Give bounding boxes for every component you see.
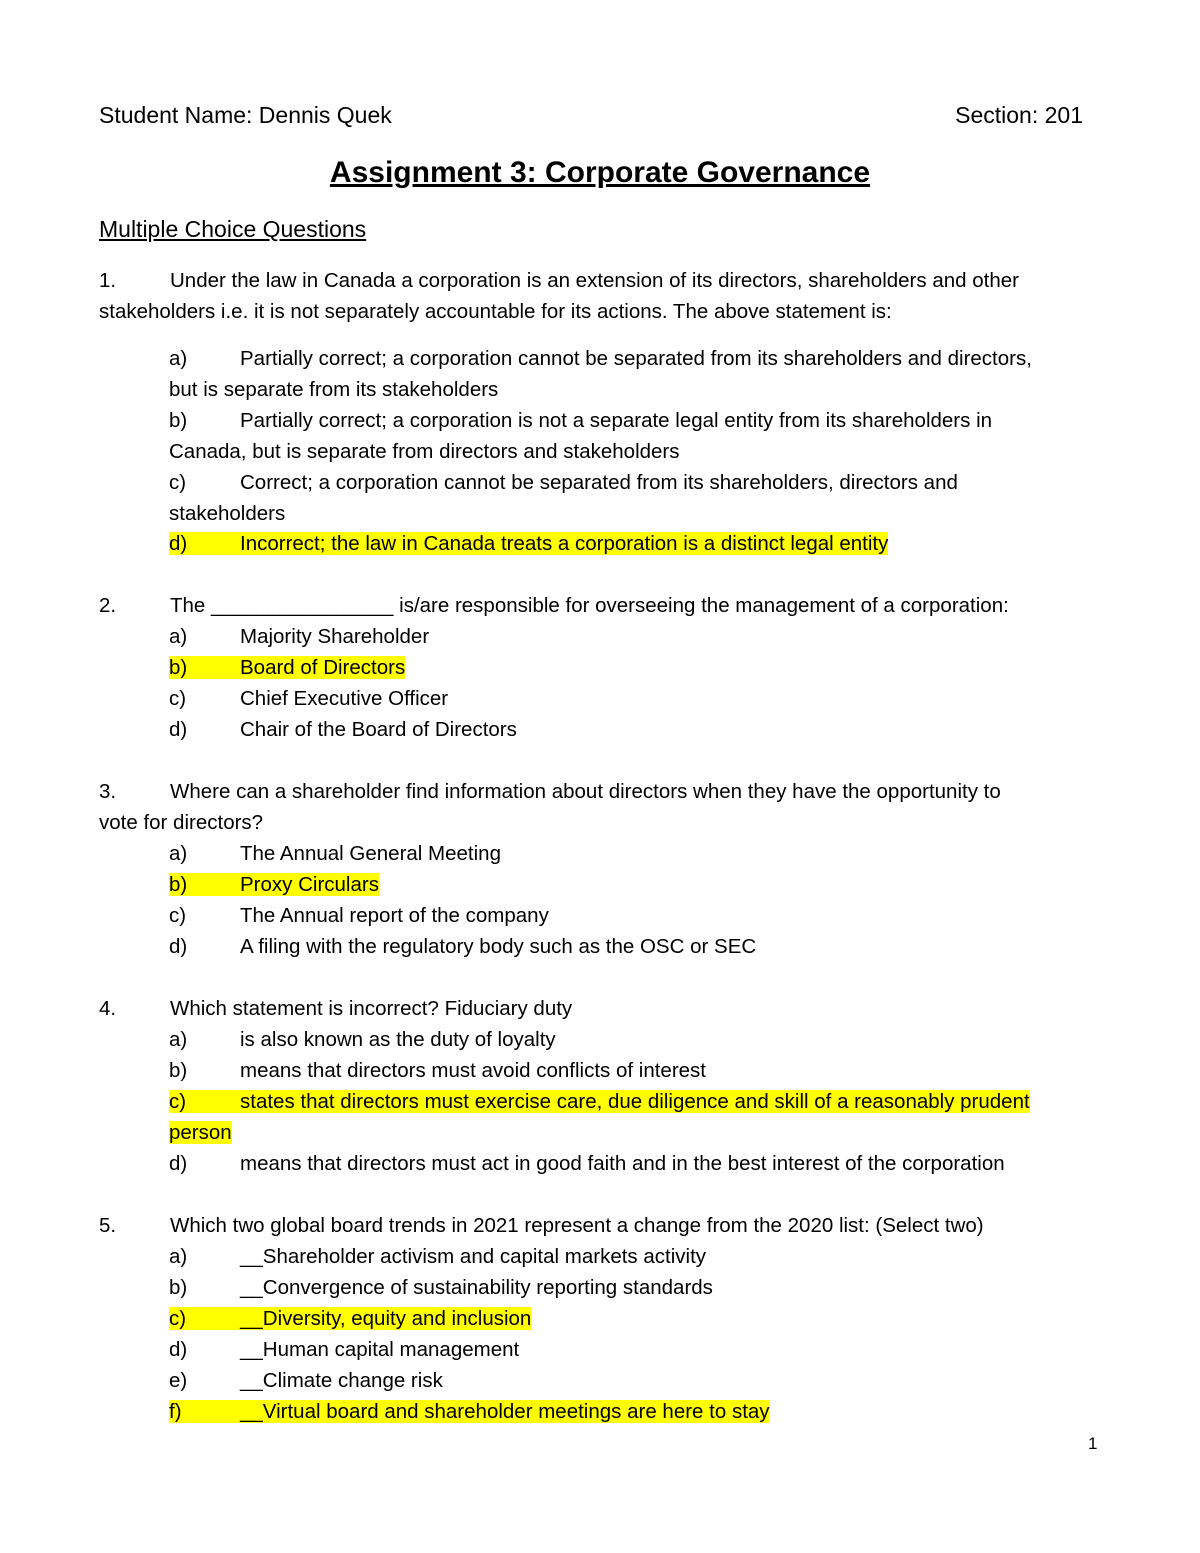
option-text: means that directors must act in good faith and in the best interest of the corporation [240,1152,1005,1175]
option-1c [169,467,1084,529]
option-1b [169,405,1084,467]
option-letter: b) [169,1276,188,1299]
option-5b [169,1272,1084,1303]
question-3 [99,776,1084,838]
option-text: __Virtual board and shareholder meetings are here to stay [240,1400,770,1423]
option-5f-highlighted [169,1396,1084,1427]
option-text: Proxy Circulars [240,873,379,896]
option-text: __Climate change risk [240,1369,443,1392]
option-text: states that directors must exercise care, due diligence and skill of a reasonably prudent [240,1090,1030,1113]
option-5e [169,1365,1084,1396]
question-number: 3. [99,780,117,803]
option-text: Chair of the Board of Directors [240,718,517,741]
option-text: The Annual General Meeting [240,842,501,865]
question-text-continued: stakeholders i.e. it is not separately accountable for its actions. The above statement is: [99,300,892,323]
question-text-continued: vote for directors? [99,811,264,834]
option-text: is also known as the duty of loyalty [240,1028,556,1051]
option-3d [169,931,1084,962]
option-text-continued: Canada, but is separate from directors and stakeholders [169,440,680,463]
option-text: Partially correct; a corporation is not a separate legal entity from its shareholders in [240,409,993,432]
option-2b-highlighted [169,652,1084,683]
option-text-continued: stakeholders [169,502,286,525]
option-2a [169,621,1084,652]
option-text: __Shareholder activism and capital markets activity [240,1245,707,1268]
option-5d [169,1334,1084,1365]
option-letter: b) [169,873,188,896]
section-number: Section: 201 [955,102,1083,128]
option-4d [169,1148,1084,1179]
option-3a [169,838,1084,869]
option-letter: a) [169,1028,188,1051]
option-text: Majority Shareholder [240,625,430,648]
option-letter: c) [169,904,187,927]
option-1a [169,343,1084,405]
question-4 [99,993,1084,1024]
option-3c [169,900,1084,931]
option-text: Incorrect; the law in Canada treats a corporation is a distinct legal entity [240,532,889,555]
option-letter: b) [169,409,188,432]
question-number: 1. [99,269,117,292]
option-text-continued: but is separate from its stakeholders [169,378,499,401]
answer-highlight [169,1400,770,1423]
option-letter: c) [169,687,187,710]
question-number: 5. [99,1214,117,1237]
option-letter: b) [169,656,188,679]
option-letter: f) [169,1400,182,1423]
option-text: __Diversity, equity and inclusion [240,1307,532,1330]
option-1d-highlighted [169,528,1084,559]
question-text: Where can a shareholder find information about directors when they have the opportunity to [170,780,1001,803]
question-number: 2. [99,594,117,617]
option-letter: c) [169,1307,187,1330]
answer-highlight [169,532,888,555]
option-text: __Human capital management [240,1338,520,1361]
option-letter: d) [169,935,188,958]
option-letter: a) [169,625,188,648]
option-2c [169,683,1084,714]
page-number: 1 [1088,1434,1098,1453]
option-letter: a) [169,1245,188,1268]
answer-highlight [169,1307,531,1330]
option-text: Partially correct; a corporation cannot be separated from its shareholders and directors, [240,347,1032,370]
student-name: Student Name: Dennis Quek [99,102,392,128]
option-letter: b) [169,1059,188,1082]
option-4a [169,1024,1084,1055]
option-letter: d) [169,1338,188,1361]
question-text: The ________________ is/are responsible for overseeing the management of a corporation: [170,594,1009,617]
question-5 [99,1210,1084,1241]
option-4b [169,1055,1084,1086]
option-text: __Convergence of sustainability reporting standards [240,1276,713,1299]
option-text: The Annual report of the company [240,904,549,927]
option-5a [169,1241,1084,1272]
header-row [99,102,1083,134]
option-4c-highlighted [169,1086,1084,1148]
answer-highlight [169,1090,1030,1113]
option-text: means that directors must avoid conflicts of interest [240,1059,707,1082]
answer-highlight [169,656,405,679]
option-5c-highlighted [169,1303,1084,1334]
question-text: Which statement is incorrect? Fiduciary duty [170,997,573,1020]
answer-highlight [169,873,379,896]
option-letter: a) [169,842,188,865]
option-letter: e) [169,1369,188,1392]
option-text: A filing with the regulatory body such as the OSC or SEC [240,935,757,958]
option-text: Chief Executive Officer [240,687,449,710]
answer-highlight-continued: person [169,1121,232,1144]
option-text: Correct; a corporation cannot be separated from its shareholders, directors and [240,471,958,494]
question-text: Under the law in Canada a corporation is an extension of its directors, shareholders and other [170,269,1019,292]
option-letter: d) [169,718,188,741]
option-text: Board of Directors [240,656,406,679]
option-letter: c) [169,1090,187,1113]
option-letter: a) [169,347,188,370]
question-text: Which two global board trends in 2021 represent a change from the 2020 list: (Select two) [170,1214,984,1237]
question-number: 4. [99,997,117,1020]
question-2 [99,590,1084,621]
option-letter: d) [169,1152,188,1175]
section-subtitle: Multiple Choice Questions [99,216,367,242]
option-2d [169,714,1084,745]
page-title: Assignment 3: Corporate Governance [329,156,871,189]
option-letter: c) [169,471,187,494]
option-3b-highlighted [169,869,1084,900]
question-1 [99,265,1084,327]
option-letter: d) [169,532,188,555]
